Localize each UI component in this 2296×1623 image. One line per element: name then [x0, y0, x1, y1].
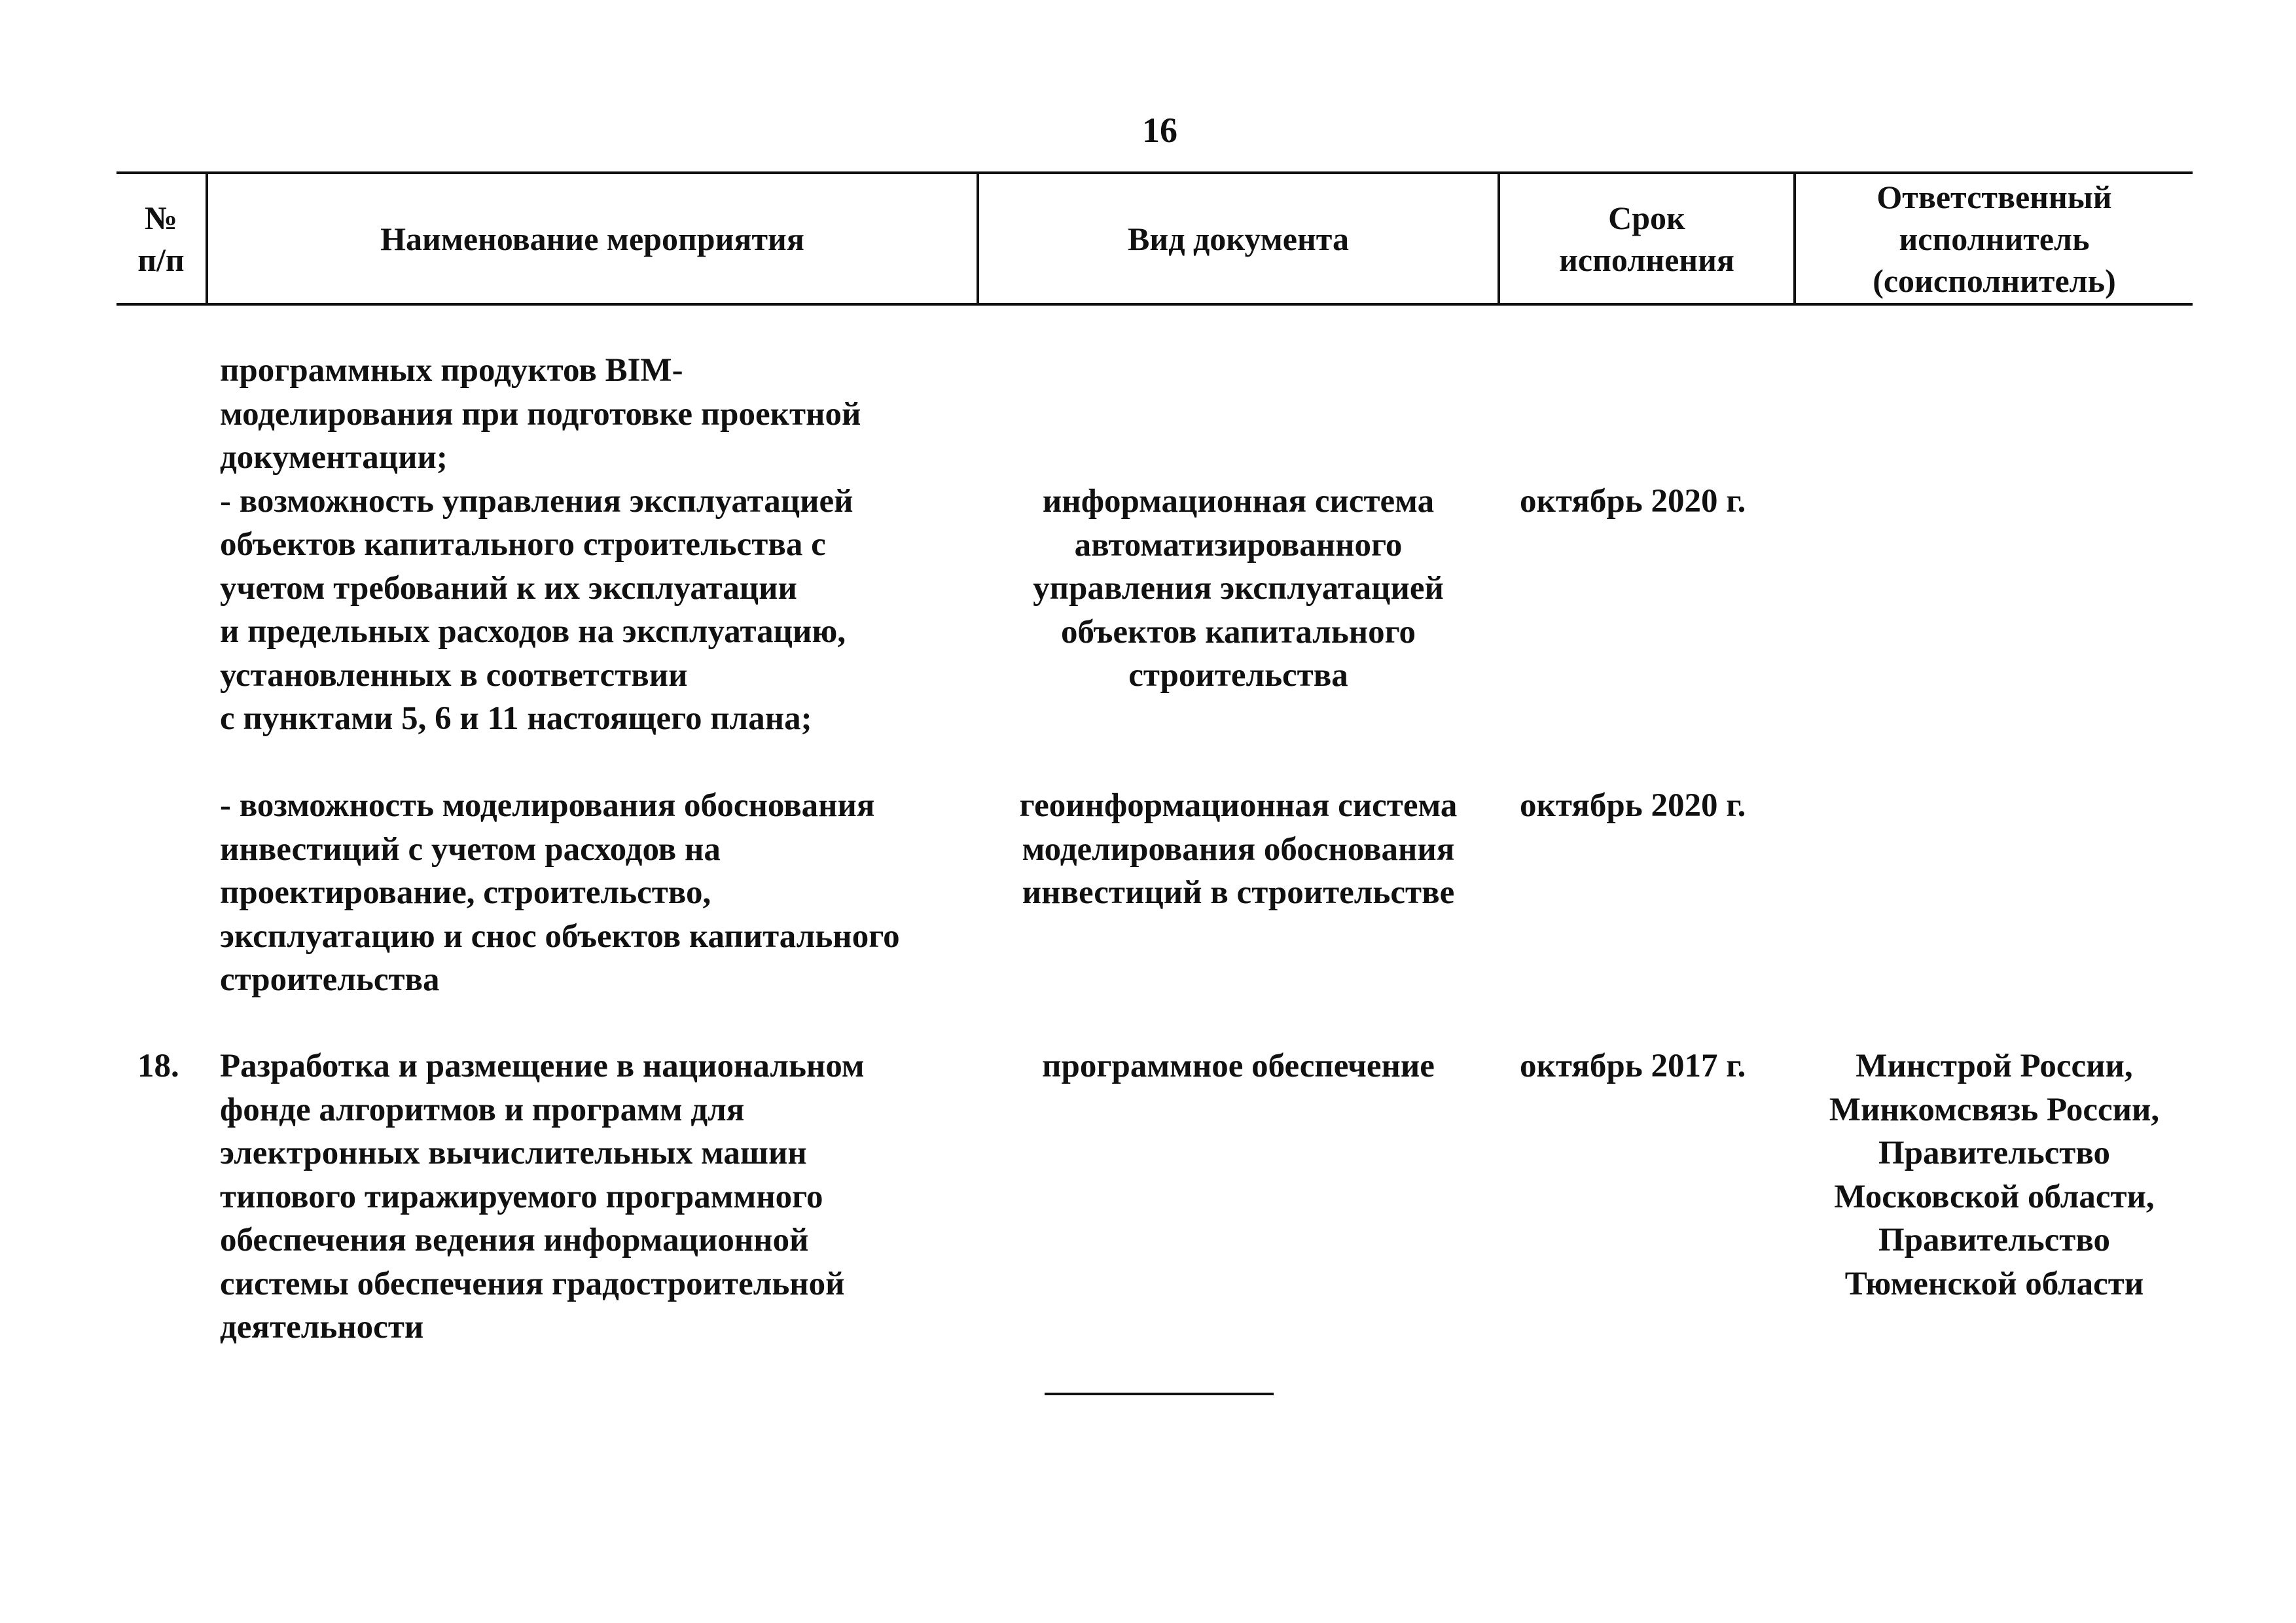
name-line: инвестиций с учетом расходов на: [220, 830, 721, 868]
table-row-continuation-name: [220, 349, 861, 741]
name-line: - возможность моделирования обоснования: [220, 787, 875, 824]
name-line: системы обеспечения градостроительной: [220, 1265, 845, 1302]
name-line: обеспечения ведения информационной: [220, 1222, 809, 1258]
responsible-line: Московской области,: [1834, 1178, 2155, 1215]
header-deadline-line: исполнения: [1559, 241, 1734, 278]
name-line: электронных вычислительных машин: [220, 1135, 807, 1171]
doc-type-line: моделирования обоснования: [1022, 830, 1455, 868]
name-line: эксплуатацию и снос объектов капитального: [220, 918, 900, 955]
name-line: строительства: [220, 961, 440, 998]
table-row-18-deadline: октябрь 2017 г.: [1520, 1048, 1746, 1084]
responsible-line: Правительство: [1878, 1222, 2111, 1258]
name-line: типового тиражируемого программного: [220, 1178, 823, 1215]
header-document-type: [979, 174, 1498, 303]
header-number-line: п/п: [137, 241, 185, 278]
table-row-modeling-name: [220, 784, 900, 1002]
header-responsible-line: Ответственный: [1876, 178, 2112, 215]
name-line: проектирование, строительство,: [220, 874, 711, 911]
table-row-18-name: [220, 1044, 865, 1349]
doc-type-line: инвестиций в строительстве: [1022, 874, 1455, 911]
name-line: и предельных расходов на эксплуатацию,: [220, 613, 846, 650]
name-line: документации;: [220, 439, 448, 476]
doc-type-line: управления эксплуатацией: [1033, 570, 1444, 607]
name-line: Разработка и размещение в национальном: [220, 1048, 865, 1084]
name-line: программных продуктов BIM-: [220, 352, 683, 389]
header-deadline-line: Срок: [1608, 199, 1685, 236]
header-deadline: [1500, 174, 1793, 303]
header-responsible-line: исполнитель: [1899, 220, 2090, 257]
header-number-line: №: [144, 199, 178, 236]
table-row-modeling-deadline: октябрь 2020 г.: [1520, 787, 1746, 824]
header-event-name: [208, 174, 977, 303]
doc-type-line: программное обеспечение: [1042, 1048, 1435, 1084]
name-line: фонде алгоритмов и программ для: [220, 1091, 745, 1128]
name-line: объектов капитального строительства с: [220, 526, 826, 563]
name-line: с пунктами 5, 6 и 11 настоящего плана;: [220, 700, 812, 737]
page-number: 16: [1142, 111, 1177, 150]
table-header-bottom-border: [117, 303, 2193, 306]
header-responsible-line: (соисполнитель): [1873, 262, 2116, 299]
header-document-type-label: Вид документа: [1128, 220, 1349, 257]
table-row-18-number: 18.: [137, 1048, 179, 1084]
name-line: моделирования при подготовке проектной: [220, 395, 861, 433]
name-line: деятельности: [220, 1309, 424, 1346]
doc-type-line: строительства: [1128, 657, 1348, 694]
table-row-modeling-doc-type: [979, 784, 1498, 915]
responsible-line: Минкомсвязь России,: [1829, 1091, 2160, 1128]
table-row-18-responsible: [1796, 1044, 2193, 1306]
responsible-line: Правительство: [1878, 1135, 2111, 1171]
header-number: [117, 174, 206, 303]
responsible-line: Тюменской области: [1844, 1265, 2144, 1302]
doc-type-line: объектов капитального: [1060, 613, 1416, 651]
header-event-name-label: Наименование мероприятия: [380, 220, 804, 257]
doc-type-line: геоинформационная система: [1019, 787, 1458, 824]
doc-type-line: информационная система: [1042, 483, 1435, 520]
header-responsible: [1796, 174, 2193, 303]
responsible-line: Минстрой России,: [1856, 1048, 2133, 1084]
table-row-continuation-deadline: октябрь 2020 г.: [1520, 483, 1746, 520]
end-separator-line: [1045, 1393, 1274, 1395]
table-row-continuation-doc-type: [979, 480, 1498, 698]
table-row-18-doc-type: [979, 1044, 1498, 1088]
name-line: установленных в соответствии: [220, 656, 688, 694]
name-line: - возможность управления эксплуатацией: [220, 482, 853, 520]
name-line: учетом требований к их эксплуатации: [220, 569, 797, 607]
doc-type-line: автоматизированного: [1074, 526, 1403, 563]
